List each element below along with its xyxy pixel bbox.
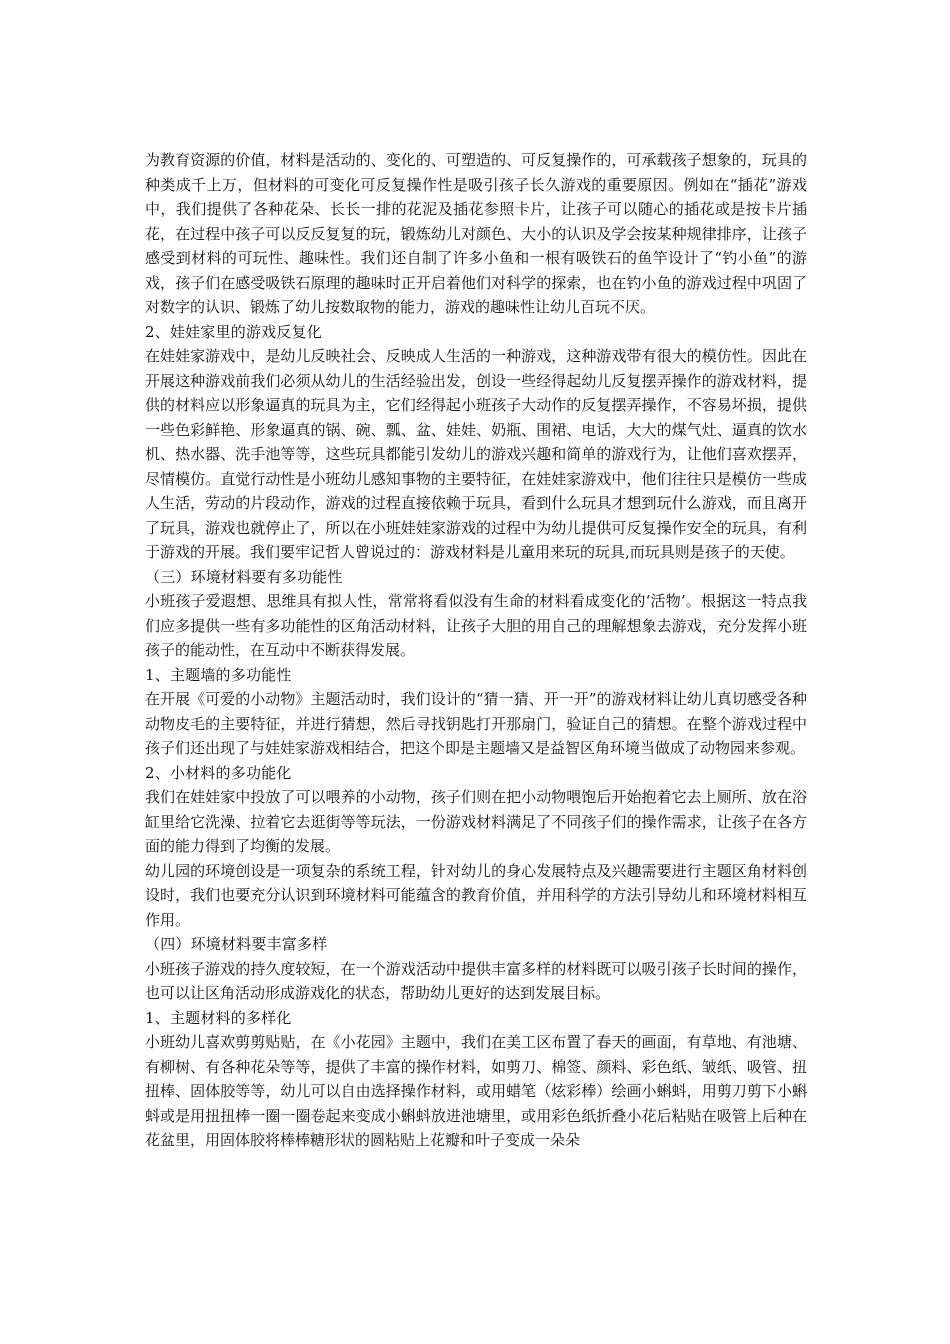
- paragraph: 小班孩子游戏的持久度较短，在一个游戏活动中提供丰富多样的材料既可以吸引孩子长时间的操作，也可以让区角活动形成游戏化的状态，帮助幼儿更好的达到发展目标。: [145, 959, 807, 1002]
- paragraph: 小班幼儿喜欢剪剪贴贴，在《小花园》主题中，我们在美工区布置了春天的画面，有草地、有池塘、有柳树、有各种花朵等等，提供了丰富的操作材料，如剪刀、棉签、颜料、彩色纸、皱纸、吸管、扭扭棒、固体胶等等，幼儿可以自由选择操作材料，或用蜡笔（炫彩棒）绘画小蝌蚪，用剪刀剪下小蝌蚪或是用扭扭棒一圈一圈卷起来变成小蝌蚪放进池塘里，或用彩色纸折叠小花后粘贴在吸管上后种在花盆里，用固体胶将棒棒糖形状的圆粘贴上花瓣和叶子变成一朵朵: [145, 1033, 807, 1149]
- section-heading: 2、小材料的多功能化: [145, 763, 292, 782]
- section-heading: 1、主题墙的多功能性: [145, 665, 292, 684]
- section-heading: （三）环境材料要有多功能性: [145, 567, 343, 586]
- paragraph: 幼儿园的环境创设是一项复杂的系统工程，针对幼儿的身心发展特点及兴趣需要进行主题区角材料创设时，我们也要充分认识到环境材料可能蕴含的教育价值，并用科学的方法引导幼儿和环境材料相互作用。: [145, 861, 807, 929]
- document-body: [145, 148, 807, 1153]
- paragraph: 小班孩子爱遐想、思维具有拟人性，常常将看似没有生命的材料看成变化的‘活物’。根据这一特点我们应多提供一些有多功能性的区角活动材料，让孩子大胆的用自己的理解想象去游戏，充分发挥小班孩子的能动性，在互动中不断获得发展。: [145, 592, 807, 659]
- section-heading: 2、娃娃家里的游戏反复化: [145, 322, 322, 341]
- paragraph: 我们在娃娃家中投放了可以喂养的小动物，孩子们则在把小动物喂饱后开始抱着它去上厕所、放在浴缸里给它洗澡、拉着它去逛街等等玩法，一份游戏材料满足了不同孩子们的操作需求，让孩子在各方面的能力得到了均衡的发展。: [145, 788, 807, 855]
- paragraph: 在娃娃家游戏中，是幼儿反映社会、反映成人生活的一种游戏，这种游戏带有很大的模仿性。因此在开展这种游戏前我们必须从幼儿的生活经验出发，创设一些经得起幼儿反复摆弄操作的游戏材料，提供的材料应以形象逼真的玩具为主，它们经得起小班孩子大动作的反复摆弄操作，不容易坏损，提供一些色彩鲜艳、形象逼真的锅、碗、瓢、盆、娃娃、奶瓶、围裙、电话，大大的煤气灶、逼真的饮水机、热水器、洗手池等等，这些玩具都能引发幼儿的游戏兴趣和简单的游戏行为，让他们喜欢摆弄，尽情模仿。直觉行动性是小班幼儿感知事物的主要特征，在娃娃家游戏中，他们往往只是模仿一些成人生活，劳动的片段动作，游戏的过程直接依赖于玩具，看到什么玩具才想到玩什么游戏，而且离开了玩具，游戏也就停止了，所以在小班娃娃家游戏的过程中为幼儿提供可反复操作安全的玩具，有利于游戏的开展。我们要牢记哲人曾说过的：游戏材料是儿童用来玩的玩具,而玩具则是孩子的天使。: [145, 347, 807, 561]
- section-heading: （四）环境材料要丰富多样: [145, 935, 328, 953]
- section-heading: 1、主题材料的多样化: [145, 1008, 292, 1027]
- paragraph: 为教育资源的价值，材料是活动的、变化的、可塑造的、可反复操作的，可承载孩子想象的，玩具的种类成千上万，但材料的可变化可反复操作性是吸引孩子长久游戏的重要原因。例如在“插花”游戏中，我们提供了各种花朵、长长一排的花泥及插花参照卡片，让孩子可以随心的插花或是按卡片插花，在过程中孩子可以反反复复的玩，锻炼幼儿对颜色、大小的认识及学会按某种规律排序，让孩子感受到材料的可玩性、趣味性。我们还自制了许多小鱼和一根有吸铁石的鱼竿设计了“钓小鱼”的游戏，孩子们在感受吸铁石原理的趣味时正开启着他们对科学的探索，也在钓小鱼的游戏过程中巩固了对数字的认识、锻炼了幼儿按数取物的能力，游戏的趣味性让幼儿百玩不厌。: [145, 151, 807, 316]
- paragraph: 在开展《可爱的小动物》主题活动时，我们设计的“猜一猜、开一开”的游戏材料让幼儿真切感受各种动物皮毛的主要特征，并进行猜想，然后寻找钥匙打开那扇门，验证自己的猜想。在整个游戏过程中孩子们还出现了与娃娃家游戏相结合，把这个即是主题墙又是益智区角环境当做成了动物园来参观。: [145, 690, 807, 757]
